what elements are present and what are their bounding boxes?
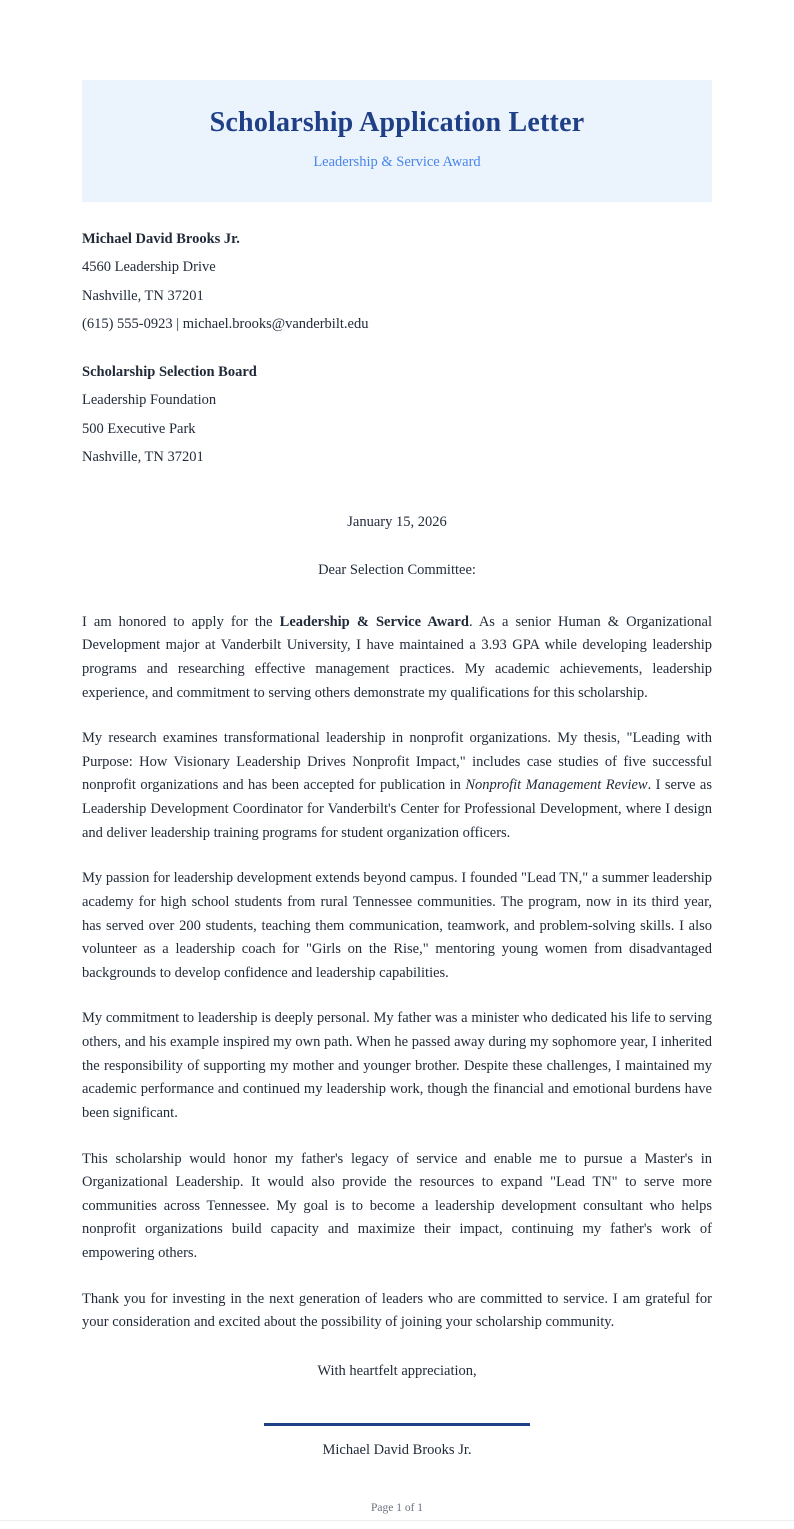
- body-paragraph-2: [82, 727, 712, 845]
- signature-name: Michael David Brooks Jr.: [322, 1442, 472, 1459]
- page-number-label: Page 1 of 1: [370, 1502, 424, 1515]
- recipient-city-state-zip: Nashville, TN 37201: [82, 449, 204, 466]
- journal-title-emphasis: Nonprofit Management Review: [465, 777, 648, 794]
- paragraph-1-text-after-award: . As a senior Human & Organizational Development major at Vanderbilt University, I have maintained a 3.93 GPA while developing leadership programs and researching effective management practices. My academic achievements, leadership experience, and commitment to serving others demonstrate my qualifications for this scholarship.: [82, 613, 713, 701]
- body-paragraph-6: Thank you for investing in the next generation of leaders who are committed to service. I am grateful for your consideration and excited about the possibility of joining your scholarship community.: [82, 1290, 712, 1331]
- sender-street: 4560 Leadership Drive: [82, 259, 216, 276]
- body-paragraph-4: My commitment to leadership is deeply personal. My father was a minister who dedicated his life to serving others, and his example inspired my own path. When he passed away during my sophomore year, I inherited the responsibility of supporting my mother and younger brother. Despite these challenges, I maintained my academic performance and continued my leadership work, though the financial and emotional burdens have been significant.: [82, 1010, 712, 1121]
- letter-date: January 15, 2026: [347, 514, 447, 531]
- page-title: Scholarship Application Letter: [209, 107, 585, 138]
- page-bottom-divider: [0, 1520, 794, 1521]
- sender-city-state-zip: Nashville, TN 37201: [82, 287, 204, 304]
- award-name-emphasis: Leadership & Service Award: [279, 613, 469, 630]
- signature-area: [82, 1423, 712, 1460]
- recipient-organization: Leadership Foundation: [82, 392, 217, 409]
- sender-name: Michael David Brooks Jr.: [82, 230, 240, 247]
- body-paragraph-5: This scholarship would honor my father's legacy of service and enable me to pursue a Master's in Organizational Leadership. It would also provide the resources to expand "Lead TN" to serve more communities across Tennessee. My goal is to become a leadership development consultant who helps nonprofit organizations build capacity and maximize their impact, continuing my father's work of empowering others.: [82, 1150, 712, 1262]
- signature-line: [264, 1423, 530, 1426]
- page-footer: [82, 1500, 712, 1528]
- letter-salutation: Dear Selection Committee:: [318, 562, 476, 579]
- body-paragraph-1: [82, 611, 712, 706]
- sender-address-block: [82, 230, 712, 335]
- paragraph-2-text-before-journal: My research examines transformational leadership in nonprofit organizations. My thesis, "Leading with Purpose: How Visionary Leadership Drives Nonprofit Impact," includes case studies of five successful nonprofit organizations and has been accepted for publication in: [82, 730, 712, 794]
- page-subtitle: Leadership & Service Award: [313, 154, 481, 171]
- recipient-street: 500 Executive Park: [82, 420, 196, 437]
- page-content: [82, 0, 712, 1529]
- body-paragraph-3: My passion for leadership development extends beyond campus. I founded "Lead TN," a summer leadership academy for high school students from rural Tennessee communities. The program, now in its third year, has served over 200 students, teaching them communication, teamwork, and problem-solving skills. I also volunteer as a leadership coach for "Girls on the Rise," mentoring young women from disadvantaged backgrounds to develop confidence and leadership capabilities.: [82, 870, 712, 981]
- letter-closing: With heartfelt appreciation,: [317, 1362, 477, 1379]
- letter-header-banner: [82, 80, 712, 202]
- recipient-address-block: [82, 363, 712, 468]
- sender-contact: (615) 555-0923 | michael.brooks@vanderbilt.edu: [82, 316, 369, 333]
- paragraph-1-text-before-award: I am honored to apply for the: [82, 613, 280, 630]
- recipient-name: Scholarship Selection Board: [82, 363, 257, 380]
- letter-body: [82, 611, 712, 1335]
- paragraph-2-text-after-journal: . I serve as Leadership Development Coordinator for Vanderbilt's Center for Professional Development, where I design and deliver leadership training programs for student organization officers.: [82, 777, 712, 841]
